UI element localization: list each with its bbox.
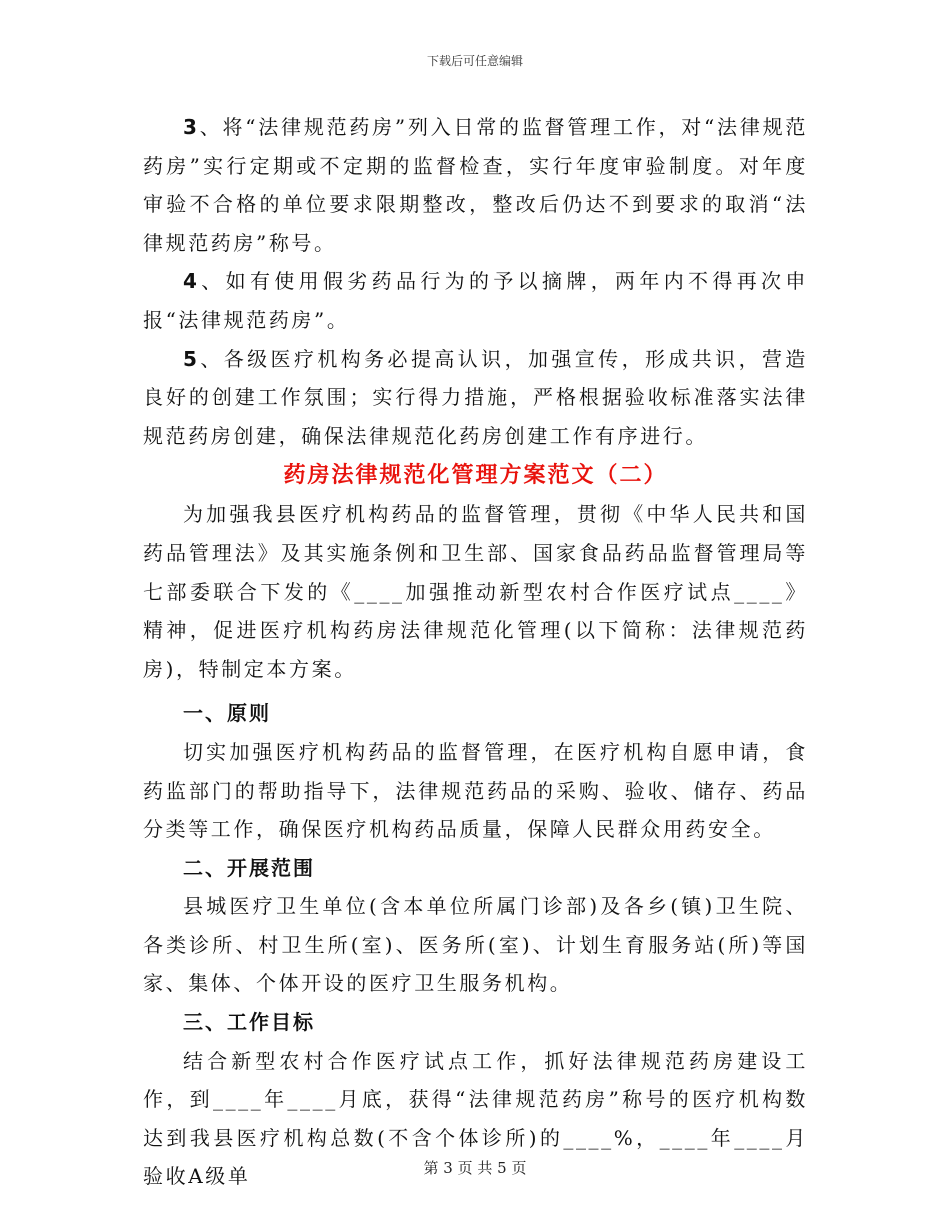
item-number: 3 [183, 115, 200, 139]
list-item [143, 340, 808, 456]
section-heading: 一、原则 [183, 701, 271, 726]
section-title: 药房法律规范化管理方案范文（二） [283, 462, 668, 489]
document-body [143, 108, 808, 1196]
item-number: 5 [183, 346, 200, 371]
list-item [143, 108, 808, 262]
item-text: 、如有使用假劣药品行为的予以摘牌，两年内不得再次申报“法律规范药房”。 [143, 269, 808, 332]
section-heading: 三、工作目标 [183, 1010, 315, 1035]
page-footer-info: 第 3 页 共 5 页 [423, 1159, 527, 1177]
item-text: 、各级医疗机构务必提高认识，加强宣传，形成共识，营造良好的创建工作氛围；实行得力措施，严格根据验收标准落实法律规范药房创建，确保法律规范化药房创建工作有序进行。 [143, 346, 808, 448]
section-body: 县城医疗卫生单位(含本单位所属门诊部)及各乡(镇)卫生院、各类诊所、村卫生所(室)、医务所(室)、计划生育服务站(所)等国家、集体、个体开设的医疗卫生服务机构。 [143, 894, 808, 996]
section-body: 结合新型农村合作医疗试点工作，抓好法律规范药房建设工作，到____年____月底，获得“法律规范药房”称号的医疗机构数达到我县医疗机构总数(不含个体诊所)的____%，____年____月验收A级单 [143, 1048, 808, 1189]
item-number: 4 [183, 269, 200, 294]
item-text: 、将“法律规范药房”列入日常的监督管理工作，对“法律规范药房”实行定期或不定期的监督检查，实行年度审验制度。对年度审验不合格的单位要求限期整改，整改后仍达不到要求的取消“法律规范药房”称号。 [143, 115, 808, 255]
section-body: 切实加强医疗机构药品的监督管理，在医疗机构自愿申请，食药监部门的帮助指导下，法律规范药品的采购、验收、储存、药品分类等工作，确保医疗机构药品质量，保障人民群众用药安全。 [143, 739, 808, 842]
section-heading: 二、开展范围 [183, 855, 315, 880]
page-header-note: 下载后可任意编辑 [426, 54, 523, 68]
list-item [143, 262, 808, 339]
intro-paragraph: 为加强我县医疗机构药品的监督管理，贯彻《中华人民共和国药品管理法》及其实施条例和卫生部、国家食品药品监督管理局等七部委联合下发的《____加强推动新型农村合作医疗试点____》精神，促进医疗机构药房法律规范化管理(以下简称：法律规范药房)，特制定本方案。 [143, 502, 808, 681]
